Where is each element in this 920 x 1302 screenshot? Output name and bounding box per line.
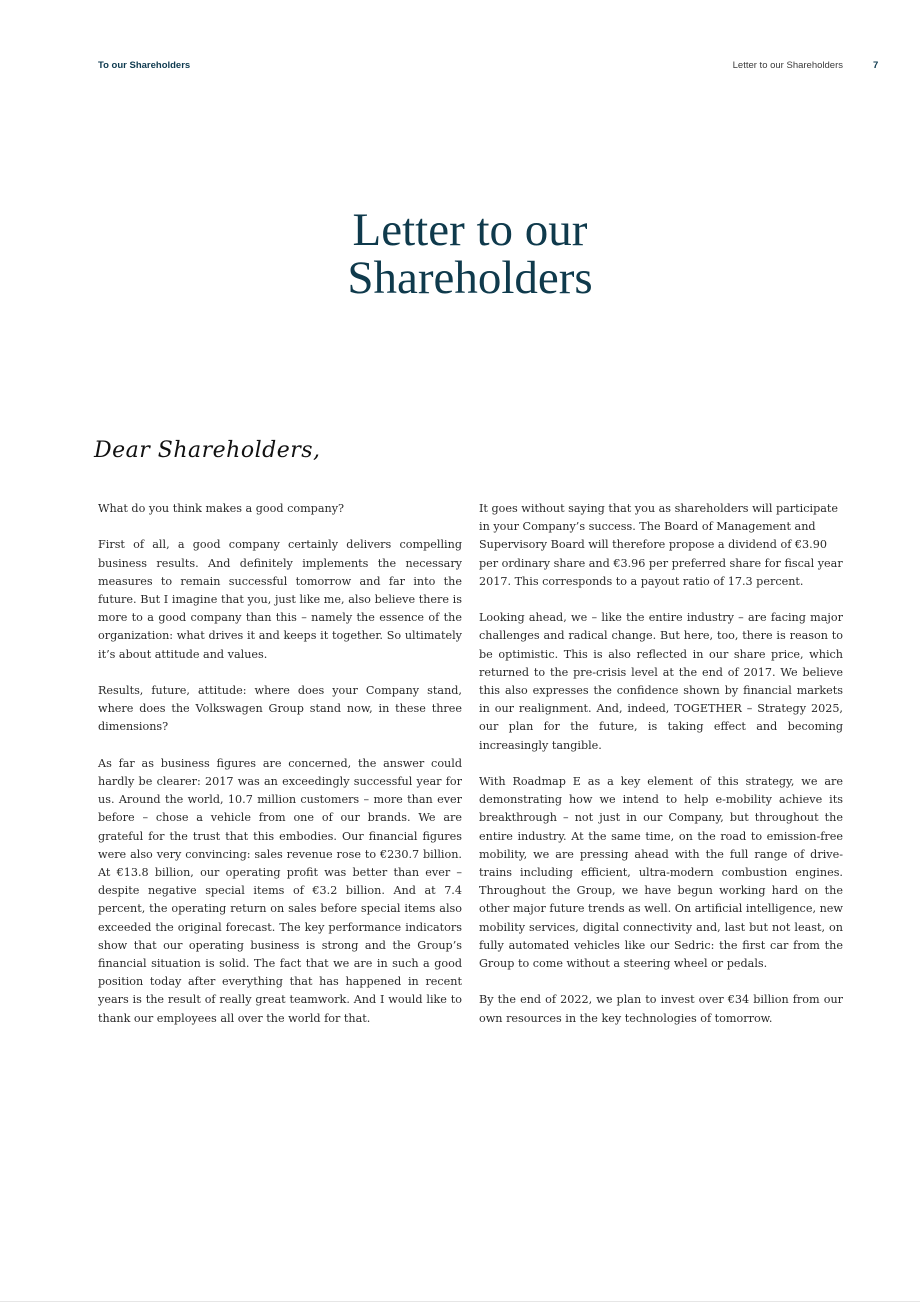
paragraph: By the end of 2022, we plan to invest over €34 billion from our own resources in the key technologies of tomorrow. [479, 993, 843, 1025]
page-title-line-2: Shareholders [347, 252, 593, 304]
left-column [98, 500, 462, 1046]
paragraph: As far as business figures are concerned, the answer could hardly be clearer: 2017 was an exceedingly successful year for us. Around the world, 10.7 million customers – more than ever before – chose a vehicle from one of our brands. We are grateful for the trust that this embodies. Our financial figures were also very convincing: sales revenue rose to €230.7 billion. At €13.8 billion, our operating profit was better than ever – despite negative special items of €3.2 billion. And at 7.4 percent, the operating return on sales before special items also exceeded the original forecast. The key performance indicators show that our operating business is strong and the Group’s financial situation is solid. The fact that we are in such a good position today after everything that has happened in recent years is the result of really great teamwork. And I would like to thank our employees all over the world for that. [98, 756, 462, 1025]
paragraph: First of all, a good company certainly delivers compelling business results. And definitely implements the necessary measures to remain successful tomorrow and far into the future. But I imagine that you, just like me, also believe there is more to a good company than this – namely the essence of the organization: what drives it and keeps it together. So ultimately it’s about attitude and values. [98, 538, 462, 661]
paragraph: It goes without saying that you as shareholders will participate in your Company’s success. The Board of Management and Supervisory Board will therefore propose a dividend of €3.90 per ordinary share and €3.96 per preferred share for fiscal year 2017. This corresponds to a payout ratio of 17.3 percent. [479, 502, 843, 588]
paragraph: Looking ahead, we – like the entire industry – are facing major challenges and radical change. But here, too, there is reason to be optimistic. This is also reflected in our share price, which returned to the pre-crisis level at the end of 2017. We believe this also expresses the confidence shown by financial markets in our realignment. And, indeed, TOGETHER – Strategy 2025, our plan for the future, is taking effect and becoming increasingly tangible. [479, 611, 843, 752]
handwritten-salutation: Dear Shareholders, [94, 438, 321, 463]
section-label: To our Shareholders [98, 60, 191, 71]
right-column [479, 500, 843, 1046]
running-title: Letter to our Shareholders [732, 60, 843, 71]
paragraph: Results, future, attitude: where does your Company stand, where does the Volkswagen Group stand now, in these three dimensions? [98, 684, 462, 734]
paragraph: What do you think makes a good company? [98, 502, 345, 515]
page-title-line-1: Letter to our [352, 204, 588, 256]
paragraph: With Roadmap E as a key element of this strategy, we are demonstrating how we intend to help e-mobility achieve its breakthrough – not just in our Company, but throughout the entire industry. At the same time, on the road to emission-free mobility, we are pressing ahead with the full range of drive-trains including efficient, ultra-modern combustion engines. Throughout the Group, we have begun working hard on the other major future trends as well. On artificial intelligence, new mobility services, digital connectivity and, last but not least, on fully automated vehicles like our Sedric: the first car from the Group to come without a steering wheel or pedals. [479, 775, 843, 971]
page-number: 7 [873, 60, 879, 71]
page-title [0, 206, 920, 302]
